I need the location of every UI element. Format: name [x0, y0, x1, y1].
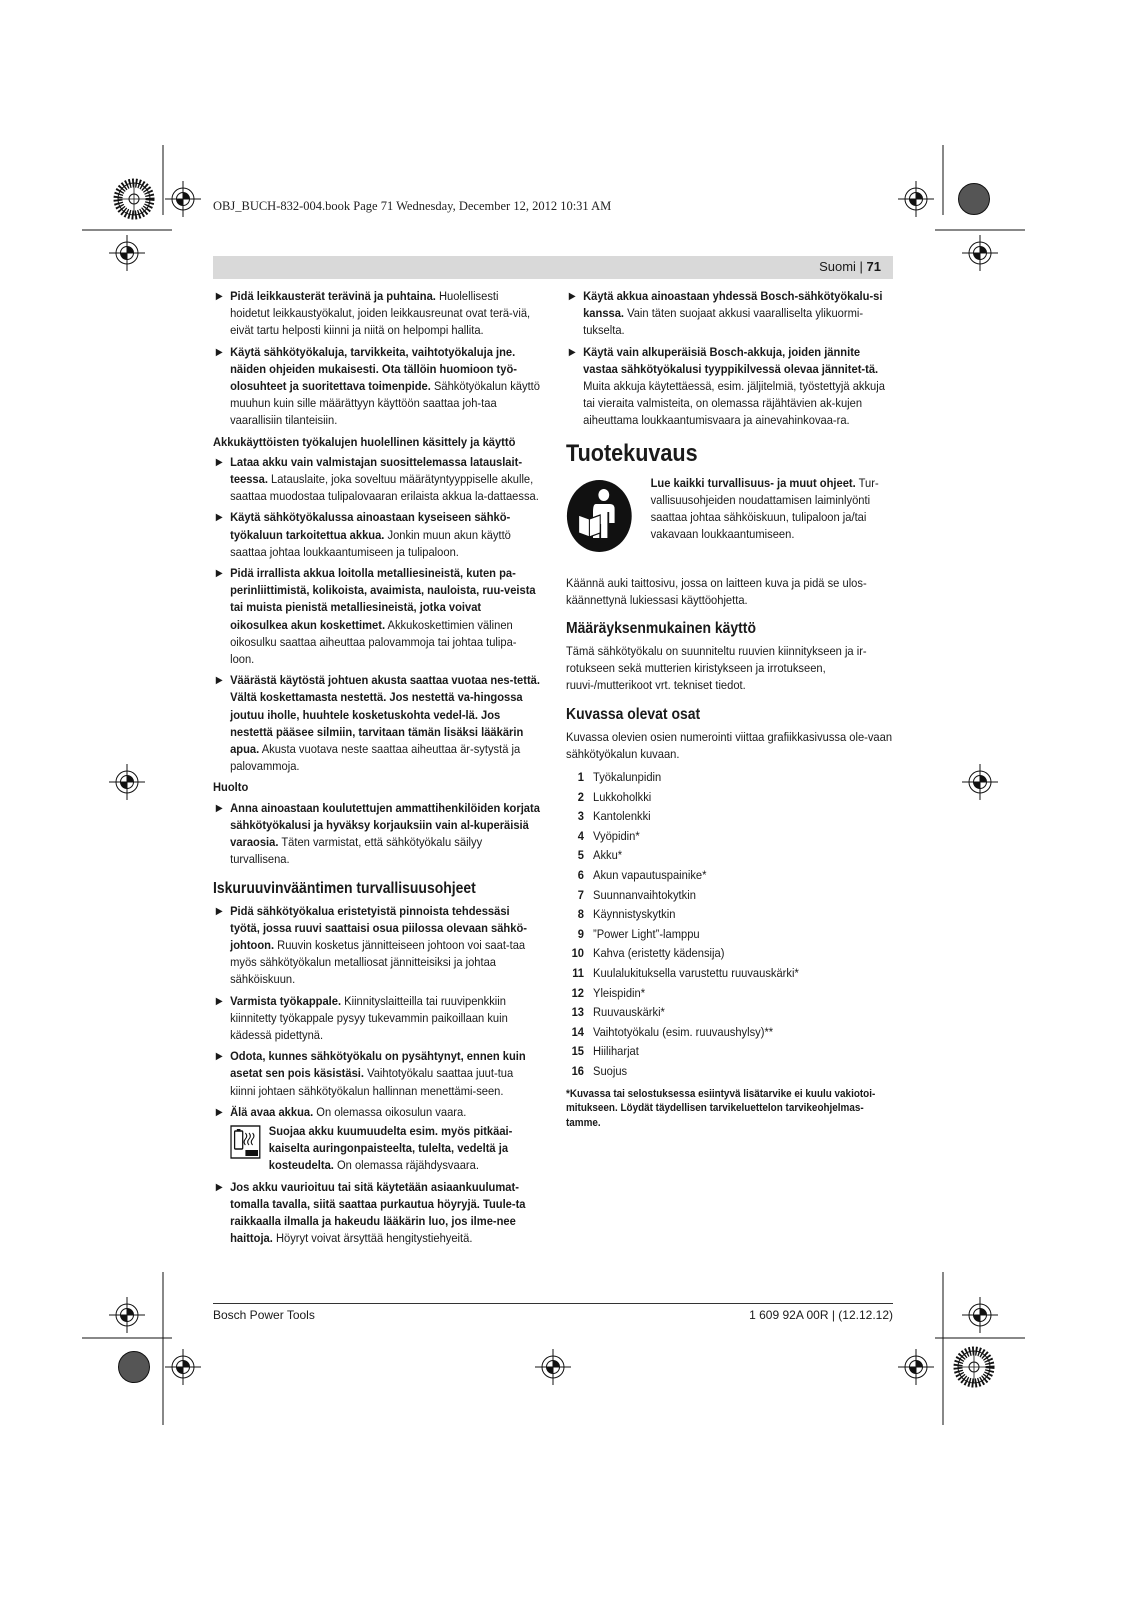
list-item: 4 Vyöpidin* [577, 828, 640, 843]
heading-impact-driver-safety: Iskuruuvinvääntimen turvallisuusohjeet [213, 879, 476, 897]
list-item: 10 Kahva (eristetty kädensija) [571, 946, 725, 961]
list-item: 13 Ruuvauskärki* [571, 1005, 665, 1020]
safety-item: ▶ Anna ainoastaan koulutettujen ammattihenkilöiden korjata sähkötyökalusi ja hyväksy korjauksiin vain al-kuperäisiä varaosia. Täten varmistat, että sähkötyökalu säilyy turvallisena. [215, 800, 540, 867]
bullet-arrow-icon: ▶ [215, 995, 223, 1007]
accessory-footnote: *Kuvassa tai selostuksessa esiintyvä lisätarvike ei kuulu vakiotoi-mitukseen. Löydät täydellisen tarvikeluettelon tarvikeohjelmas-tamme. [566, 1087, 876, 1129]
battery-heat-warning-icon [230, 1125, 261, 1159]
safety-item: ▶ Odota, kunnes sähkötyökalu on pysähtynyt, ennen kuin asetat sen pois käsistäsi. Vaihtotyökalu saattaa juut-tua kiinni johtaen sähkötyökalun hallinnan menettämi-seen. [215, 1049, 526, 1098]
list-item: 8 Käynnistyskytkin [577, 907, 676, 922]
bullet-arrow-icon: ▶ [215, 346, 223, 358]
bullet-arrow-icon: ▶ [215, 1051, 223, 1063]
safety-item: ▶ Pidä leikkausterät terävinä ja puhtaina. Huolellisesti hoidetut leikkaustyökalut, joiden leikkausreunat ovat terä-viä, eivät tartu helposti kiinni ja niitä on helpompi hallita. [215, 289, 531, 338]
list-item: 6 Akun vapautuspainike* [577, 868, 707, 883]
safety-item: ▶ Käytä sähkötyökaluja, tarvikkeita, vaihtotyökaluja jne. näiden ohjeiden mukaisesti. Ota tällöin huomioon työ-olosuhteet ja suoritettava toimenpide. Sähkötyökalun käyttö muuhun kuin sille määrättyyn käyttöön saattaa joh-taa vaarallisiin tilanteisiin. [215, 344, 540, 428]
bullet-arrow-icon: ▶ [215, 512, 223, 524]
safety-item: ▶ Varmista työkappale. Kiinnityslaitteilla tai ruuvipenkkiin kiinnitetty työkappale pysyy tukevammin paikoillaan kuin kädessä pidettynä. [215, 993, 508, 1042]
parts-list [566, 769, 894, 1083]
bullet-arrow-icon: ▶ [568, 291, 576, 302]
list-item: 5 Akku* [577, 848, 623, 863]
list-item: 2 Lukkoholkki [577, 789, 652, 804]
bullet-arrow-icon: ▶ [215, 568, 223, 580]
bullet-arrow-icon: ▶ [215, 291, 223, 302]
bullet-arrow-icon: ▶ [215, 1106, 223, 1118]
page-number: 71 [866, 259, 881, 274]
bullet-arrow-icon: ▶ [215, 802, 223, 814]
footer-brand: Bosch Power Tools [213, 1308, 315, 1322]
safety-item: ▶ Käytä sähkötyökalussa ainoastaan kyseiseen sähkö-työkaluun tarkoitettua akkua. Jonkin muun akun käyttö saattaa johtaa loukkaantumiseen ja tulipaloon. [215, 510, 511, 559]
footer-divider [213, 1303, 893, 1304]
subheading-service: Huolto [213, 780, 249, 795]
footer-doc-number: 1 609 92A 00R | (12.12.12) [749, 1308, 893, 1322]
list-item: 7 Suunnanvaihtokytkin [577, 887, 696, 902]
list-item: 12 Yleispidin* [571, 985, 646, 1000]
safety-item: ▶ Käytä akkua ainoastaan yhdessä Bosch-sähkötyökalu-si kanssa. Vain täten suojaat akkusi vaaralliselta ylikuormi-tukselta. [568, 289, 883, 338]
bullet-arrow-icon: ▶ [215, 456, 223, 468]
intended-use-text: Tämä sähkötyökalu on suunniteltu ruuvien kiinnitykseen ja ir-rotukseen sekä mutterien kiristykseen ja irrotukseen, ruuvi-/mutterikoot vrt. tekniset tiedot. [566, 644, 867, 693]
right-column [566, 288, 894, 1130]
list-item: 9 ”Power Light”-lamppu [577, 926, 700, 941]
list-item: 15 Hiiliharjat [571, 1044, 639, 1059]
read-instructions-note: Lue kaikki turvallisuus- ja muut ohjeet. Tur-vallisuusohjeiden noudattamisen laiminlyönti saattaa johtaa sähköiskuun, tulipaloon ja/tai vakavaan loukkaantumiseen. [566, 475, 894, 567]
list-item: 1 Työkalunpidin [577, 770, 662, 785]
bullet-arrow-icon: ▶ [215, 675, 223, 687]
fold-out-text: Käännä auki taittosivu, jossa on laitteen kuva ja pidä se ulos-käännettynä lukiessasi käyttöohjetta. [566, 575, 867, 607]
bullet-arrow-icon: ▶ [568, 346, 576, 358]
print-header: OBJ_BUCH-832-004.book Page 71 Wednesday, December 12, 2012 10:31 AM [213, 199, 612, 213]
safety-item: ▶ Käytä vain alkuperäisiä Bosch-akkuja, joiden jännite vastaa sähkötyökalusi tyyppikilvessä olevaa jännitet-tä. Muita akkuja käytettäessä, esim. jäljitelmiä, työstettyjä akkuja tai vieraita valmisteita, on olemassa räjähtävien ak-kujen aiheuttama loukkaantumisvaara ja ainevahinkovaa-ra. [568, 344, 885, 428]
safety-item: ▶ Jos akku vaurioituu tai sitä käytetään asiaankuulumat-tomalla tavalla, siitä saattaa purkautua höyryjä. Tuule-ta raikkaalla ilmalla ja hakeudu lääkärin luo, jos ilme-nee haittoja. Höyryt voivat ärsyttää hengitystiehyeitä. [215, 1179, 526, 1246]
list-item: 3 Kantolenkki [577, 809, 651, 824]
heat-warning-note: Suojaa akku kuumuudelta esim. myös pitkäai-kaiselta auringonpaisteelta, tulelta, vedeltä ja kosteudelta. On olemassa räjähdysvaara. [213, 1123, 541, 1175]
safety-item: ▶ Lataa akku vain valmistajan suosittelemassa latauslait-teessa. Latauslaite, joka soveltuu määrätyntyyppiselle akulle, saattaa muodostaa tulipalovaaran erilaista akkua la-dattaessa. [215, 454, 539, 504]
running-head-language: Suomi [819, 259, 856, 274]
safety-item: ▶ Älä avaa akkua. On olemassa oikosulun vaara. [213, 1104, 541, 1121]
list-item: 16 Suojus [571, 1063, 628, 1078]
parts-intro: Kuvassa olevien osien numerointi viittaa grafiikkasivussa ole-vaan sähkötyökalun kuvaan. [566, 729, 893, 761]
safety-item: ▶ Pidä irrallista akkua loitolla metalliesineistä, kuten pa-perinliittimistä, kolikoista, avaimista, nauloista, ruu-veista tai muista pienistä metalliesineistä, jotka voivat oikosulkea akun koskettimet. Akkukoskettimien välinen oikosulku saattaa aiheuttaa palovammoja tai johtaa tulipa-loon. [215, 566, 536, 667]
section-title: Tuotekuvaus [566, 439, 698, 467]
list-item: 14 Vaihtotyökalu (esim. ruuvaushylsy)** [571, 1024, 774, 1039]
running-head: Suomi | 71 [213, 256, 893, 279]
bullet-arrow-icon: ▶ [215, 905, 223, 917]
heading-intended-use: Määräyksenmukainen käyttö [566, 620, 756, 638]
left-column [213, 288, 541, 1251]
safety-item: ▶ Väärästä käytöstä johtuen akusta saattaa vuotaa nes-tettä. Vältä koskettamasta nestettä. Jos nestettä va-hingossa joutuu iholle, huuhtele kosketuskohta vedel-lä. Jos nestettä pääsee silmiin, tarvitaan tämän lisäksi lääkärin apua. Akusta vuotava neste saattaa aiheuttaa är-sytystä ja palovammoja. [215, 673, 540, 774]
subheading-battery: Akkukäyttöisten työkalujen huolellinen käsittely ja käyttö [213, 434, 516, 449]
safety-item: ▶ Pidä sähkötyökalua eristetyistä pinnoista tehdessäsi työtä, jossa ruuvi saattaisi osua piilossa olevaan sähkö-johtoon. Ruuvin kosketus jännitteiseen johtoon voi saat-taa myös sähkötyökalun metalliosat jännitteisiksi ja johtaa sähköiskuun. [215, 903, 527, 987]
bullet-arrow-icon: ▶ [215, 1181, 223, 1193]
list-item: 11 Kuulalukituksella varustettu ruuvauskärki* [572, 965, 799, 980]
heading-product-features: Kuvassa olevat osat [566, 705, 701, 723]
read-manual-icon [566, 479, 633, 553]
